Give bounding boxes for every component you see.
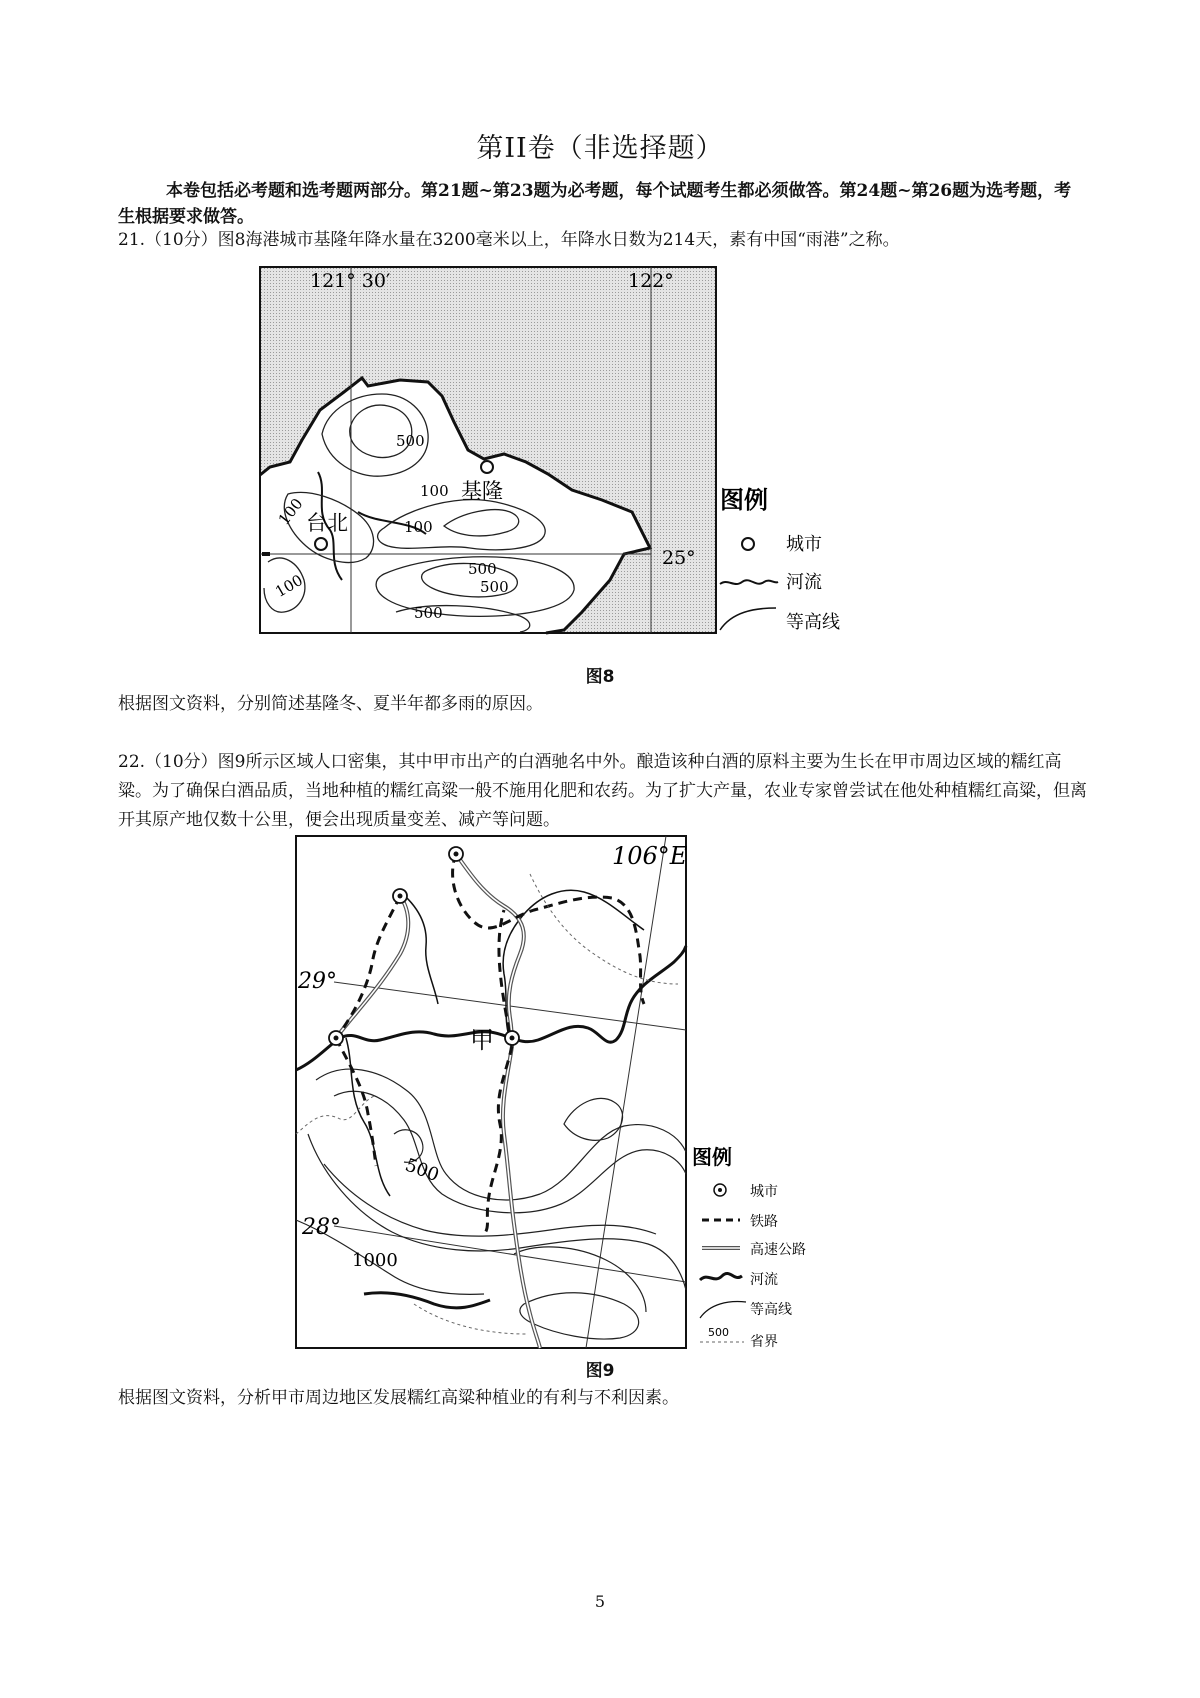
legend-contour-label: 等高线 [786,612,840,633]
contour-label: 100 [404,518,433,536]
question-21-prompt: 根据图文资料，分别简述基隆冬、夏半年都多雨的原因。 [118,694,543,714]
legend-city-label: 城市 [786,534,822,555]
section-intro: 本卷包括必考题和选考题两部分。第21题~第23题为必考题，每个试题考生都必须做答。第24题~第26题为选考题，考生根据要求做答。 [118,181,1072,227]
latitude-label: 25° [662,547,696,569]
legend-river-label: 河流 [750,1272,778,1288]
latitude-label-28: 28° [302,1215,341,1240]
contour-label: 500 [468,560,497,578]
page-number: 5 [594,1592,606,1611]
legend-contour-label: 等高线 [750,1302,792,1318]
figure-8-map [258,262,878,642]
question-22-prompt: 根据图文资料，分析甲市周边地区发展糯红高粱种植业的有利与不利因素。 [118,1388,679,1408]
question-21-text: 21.（10分）图8海港城市基隆年降水量在3200毫米以上，年降水日数为214天，素有中国“雨港”之称。 [118,230,900,250]
legend-river-icon [700,1273,742,1280]
figure-9-map [294,834,854,1354]
city-label-jia: 甲 [470,1026,494,1054]
city-label-keelung: 基隆 [461,479,503,503]
city-marker-keelung [481,461,493,473]
section-title: 第II卷（非选择题） [476,133,724,164]
legend-highway-label: 高速公路 [750,1242,806,1258]
contour-label: 100 [274,494,307,529]
legend-contour-icon [700,1302,746,1318]
legend-contour-icon [720,608,776,630]
contour-label: 500 [396,432,425,450]
contour-label: 100 [272,571,306,601]
figure-8-caption: 图8 [585,667,615,687]
contour-label-500: 500 [402,1154,442,1187]
legend-river-label: 河流 [786,572,822,593]
legend-city-icon [742,538,754,550]
legend-railway-label: 铁路 [750,1214,778,1230]
legend-contour-sample: 500 [708,1326,729,1339]
contour-label: 100 [420,482,449,500]
contour-label-1000: 1000 [352,1250,398,1271]
legend-title: 图例 [692,1145,732,1169]
city-marker-taipei [315,538,327,550]
city-label-taipei: 台北 [306,511,348,535]
figure-9-caption: 图9 [585,1361,615,1381]
legend-border-label: 省界 [750,1334,778,1350]
contour-label: 500 [414,604,443,622]
contour-label: 500 [480,578,509,596]
legend-river-icon [720,580,778,584]
longitude-label-2: 122° [628,270,674,292]
question-22-text: 22.（10分）图9所示区域人口密集，其中甲市出产的白酒驰名中外。酿造该种白酒的原料主要为生长在甲市周边区域的糯红高粱。为了确保白酒品质，当地种植的糯红高粱一般不施用化肥和农药。为了扩大产量，农业专家曾尝试在他处种植糯红高粱，但离开其原产地仅数十公里，便会出现质量变差、减产等问题。 [118,752,1087,830]
longitude-label: 106°E [612,842,688,870]
longitude-label-1: 121° 30′ [310,270,391,292]
legend-city-label: 城市 [750,1184,778,1200]
latitude-label-29: 29° [298,969,337,994]
legend-title: 图例 [720,486,768,514]
